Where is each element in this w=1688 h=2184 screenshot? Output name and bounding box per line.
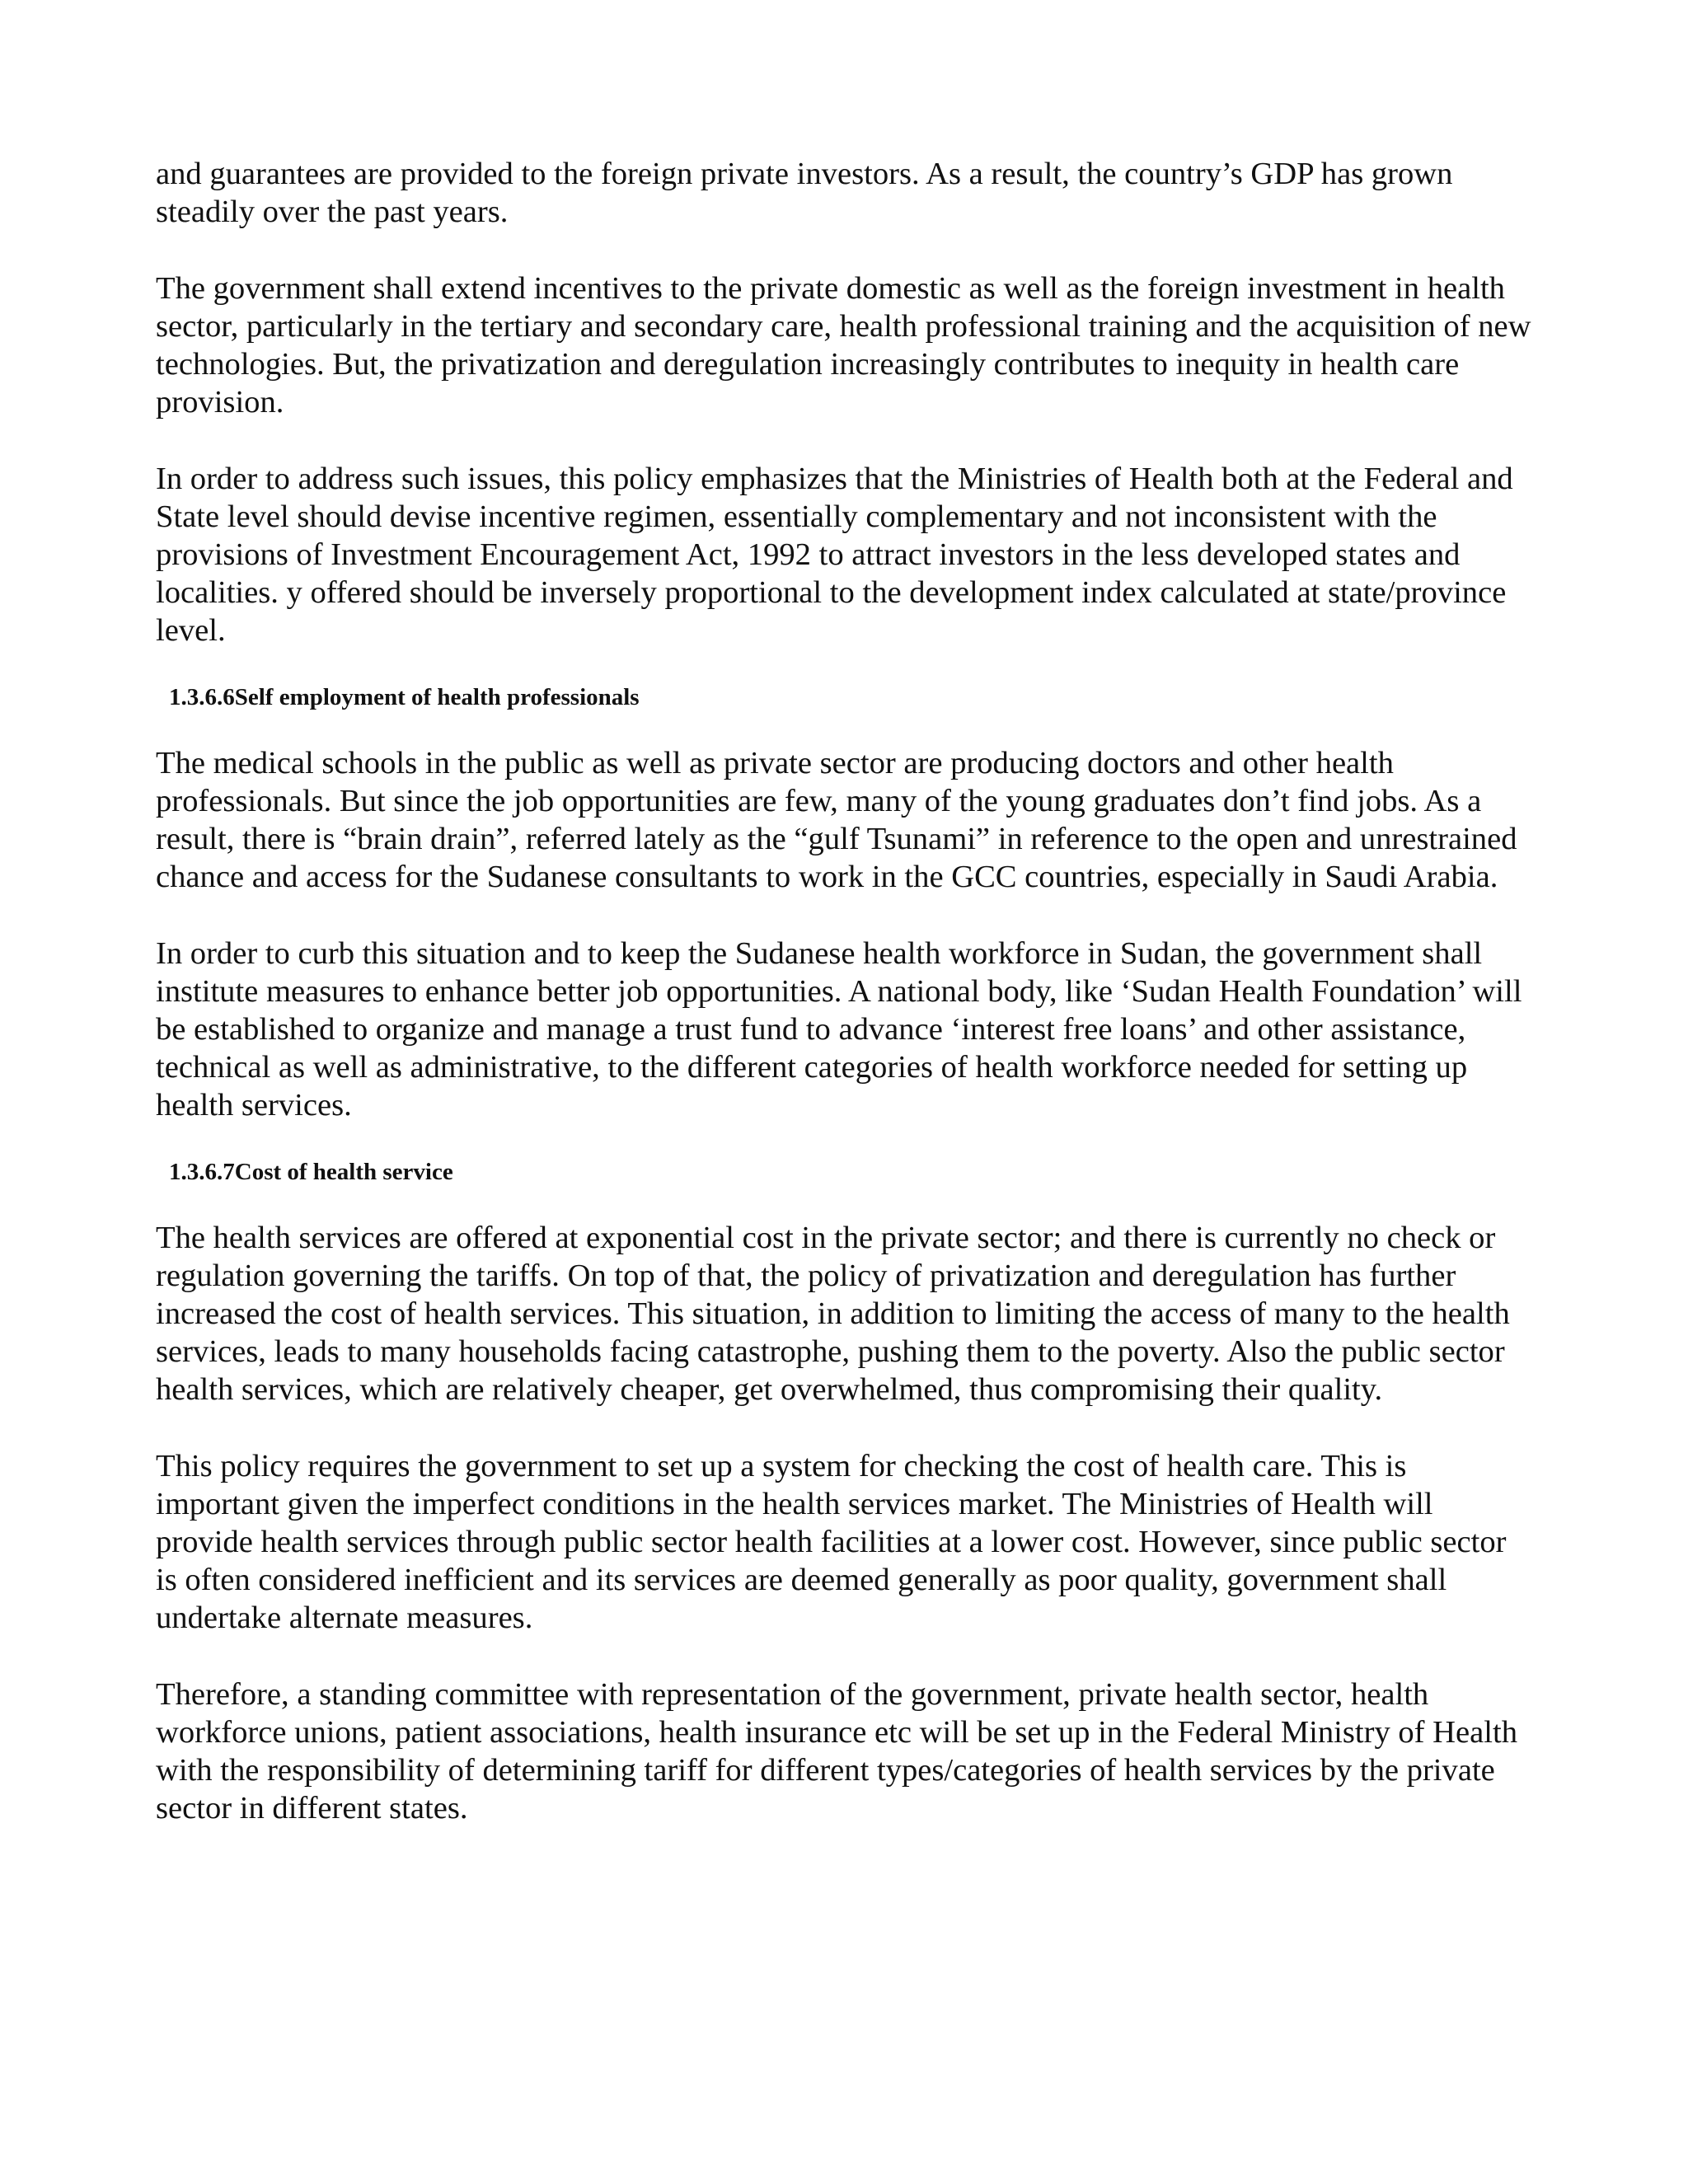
section-heading-cost-of-health-service: 1.3.6.7Cost of health service <box>169 1159 453 1185</box>
paragraph-intro-continuation: and guarantees are provided to the foreign private investors. As a result, the country’s GDP has grown steadily over the past years. <box>156 157 1453 229</box>
section-heading-self-employment: 1.3.6.6Self employment of health professionals <box>169 684 640 710</box>
paragraph-brain-drain: The medical schools in the public as well as private sector are producing doctors and other health professionals. But since the job opportunities are few, many of the young graduates don’t find jobs. As a result, there is “brain drain”, referred lately as the “gulf Tsunami” in reference to the open and unrestrained chance and access for the Sudanese consultants to work in the GCC countries, especially in Saudi Arabia. <box>156 746 1517 894</box>
paragraph-sudan-health-foundation: In order to curb this situation and to keep the Sudanese health workforce in Sudan, the government shall institute measures to enhance better job opportunities. A national body, like ‘Sudan Health Foundation’ will be established to organize and manage a trust fund to advance ‘interest free loans’ and other assistance, technical as well as administrative, to the different categories of health workforce needed for setting up health services. <box>156 936 1522 1122</box>
page-body <box>156 155 1532 1827</box>
paragraph-standing-committee: Therefore, a standing committee with representation of the government, private health sector, health workforce unions, patient associations, health insurance etc will be set up in the Federal Ministry of Health with the responsibility of determining tariff for different types/categories of health services by the private sector in different states. <box>156 1677 1517 1825</box>
paragraph-exponential-cost: The health services are offered at exponential cost in the private sector; and there is currently no check or regulation governing the tariffs. On top of that, the policy of privatization and deregulation has further increased the cost of health services. This situation, in addition to limiting the access of many to the health services, leads to many households facing catastrophe, pushing them to the poverty. Also the public sector health services, which are relatively cheaper, get overwhelmed, thus compromising their quality. <box>156 1221 1510 1407</box>
paragraph-government-incentives: The government shall extend incentives to the private domestic as well as the foreign investment in health sector, particularly in the tertiary and secondary care, health professional training and the acquisition of new technologies. But, the privatization and deregulation increasingly contributes to inequity in health care provision. <box>156 271 1531 419</box>
paragraph-cost-checking-system: This policy requires the government to set up a system for checking the cost of health care. This is important given the imperfect conditions in the health services market. The Ministries of Health will provide health services through public sector health facilities at a lower cost. However, since public sector is often considered inefficient and its services are deemed generally as poor quality, government shall undertake alternate measures. <box>156 1449 1507 1635</box>
paragraph-incentive-regimen: In order to address such issues, this policy emphasizes that the Ministries of Health both at the Federal and State level should devise incentive regimen, essentially complementary and not inconsistent with the provisions of Investment Encouragement Act, 1992 to attract investors in the less developed states and localities. y offered should be inversely proportional to the development index calculated at state/province level. <box>156 462 1513 648</box>
